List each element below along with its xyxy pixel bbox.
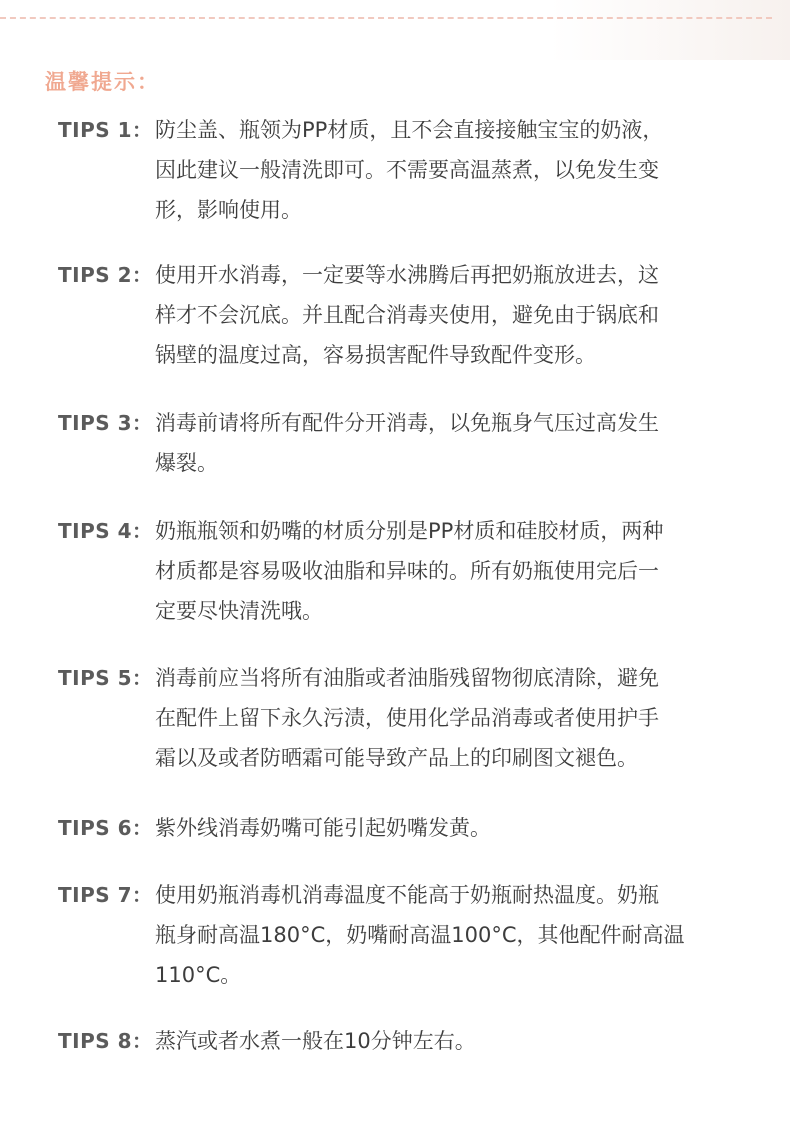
tip-text: 使用开水消毒，一定要等水沸腾后再把奶瓶放进去，这 样才不会沉底。并且配合消毒夹使用，避免由于锅底和 锅壁的温度过高，容易损害配件导致配件变形。 xyxy=(155,263,659,367)
tip-label: TIPS 1： xyxy=(58,118,153,142)
tip-label: TIPS 7： xyxy=(58,883,153,907)
tip-text: 奶瓶瓶领和奶嘴的材质分别是PP材质和硅胶材质，两种 材质都是容易吸收油脂和异味的。所有奶瓶使用完后一 定要尽快清洗哦。 xyxy=(155,519,664,623)
tip-text: 使用奶瓶消毒机消毒温度不能高于奶瓶耐热温度。奶瓶 瓶身耐高温180°C，奶嘴耐高温100°C，其他配件耐高温 110°C。 xyxy=(155,883,685,987)
tip-label: TIPS 4： xyxy=(58,519,153,543)
tip-text: 防尘盖、瓶领为PP材质，且不会直接接触宝宝的奶液， 因此建议一般清洗即可。不需要高温蒸煮，以免发生变 形，影响使用。 xyxy=(155,118,664,222)
tip-label: TIPS 3： xyxy=(58,411,153,435)
tip-text: 消毒前请将所有配件分开消毒，以免瓶身气压过高发生 爆裂。 xyxy=(155,411,659,475)
tip-label: TIPS 2： xyxy=(58,263,153,287)
corner-shade xyxy=(550,0,790,60)
tip-label: TIPS 6： xyxy=(58,816,153,840)
top-dashed-divider xyxy=(0,17,772,19)
tip-label: TIPS 5： xyxy=(58,666,153,690)
tip-label: TIPS 8： xyxy=(58,1029,153,1053)
tips-heading: 温馨提示： xyxy=(45,70,160,94)
tip-text: 紫外线消毒奶嘴可能引起奶嘴发黄。 xyxy=(155,816,491,840)
tip-text: 消毒前应当将所有油脂或者油脂残留物彻底清除，避免 在配件上留下永久污渍，使用化学品消毒或者使用护手 霜以及或者防晒霜可能导致产品上的印刷图文褪色。 xyxy=(155,666,659,770)
tip-text: 蒸汽或者水煮一般在10分钟左右。 xyxy=(155,1029,476,1053)
